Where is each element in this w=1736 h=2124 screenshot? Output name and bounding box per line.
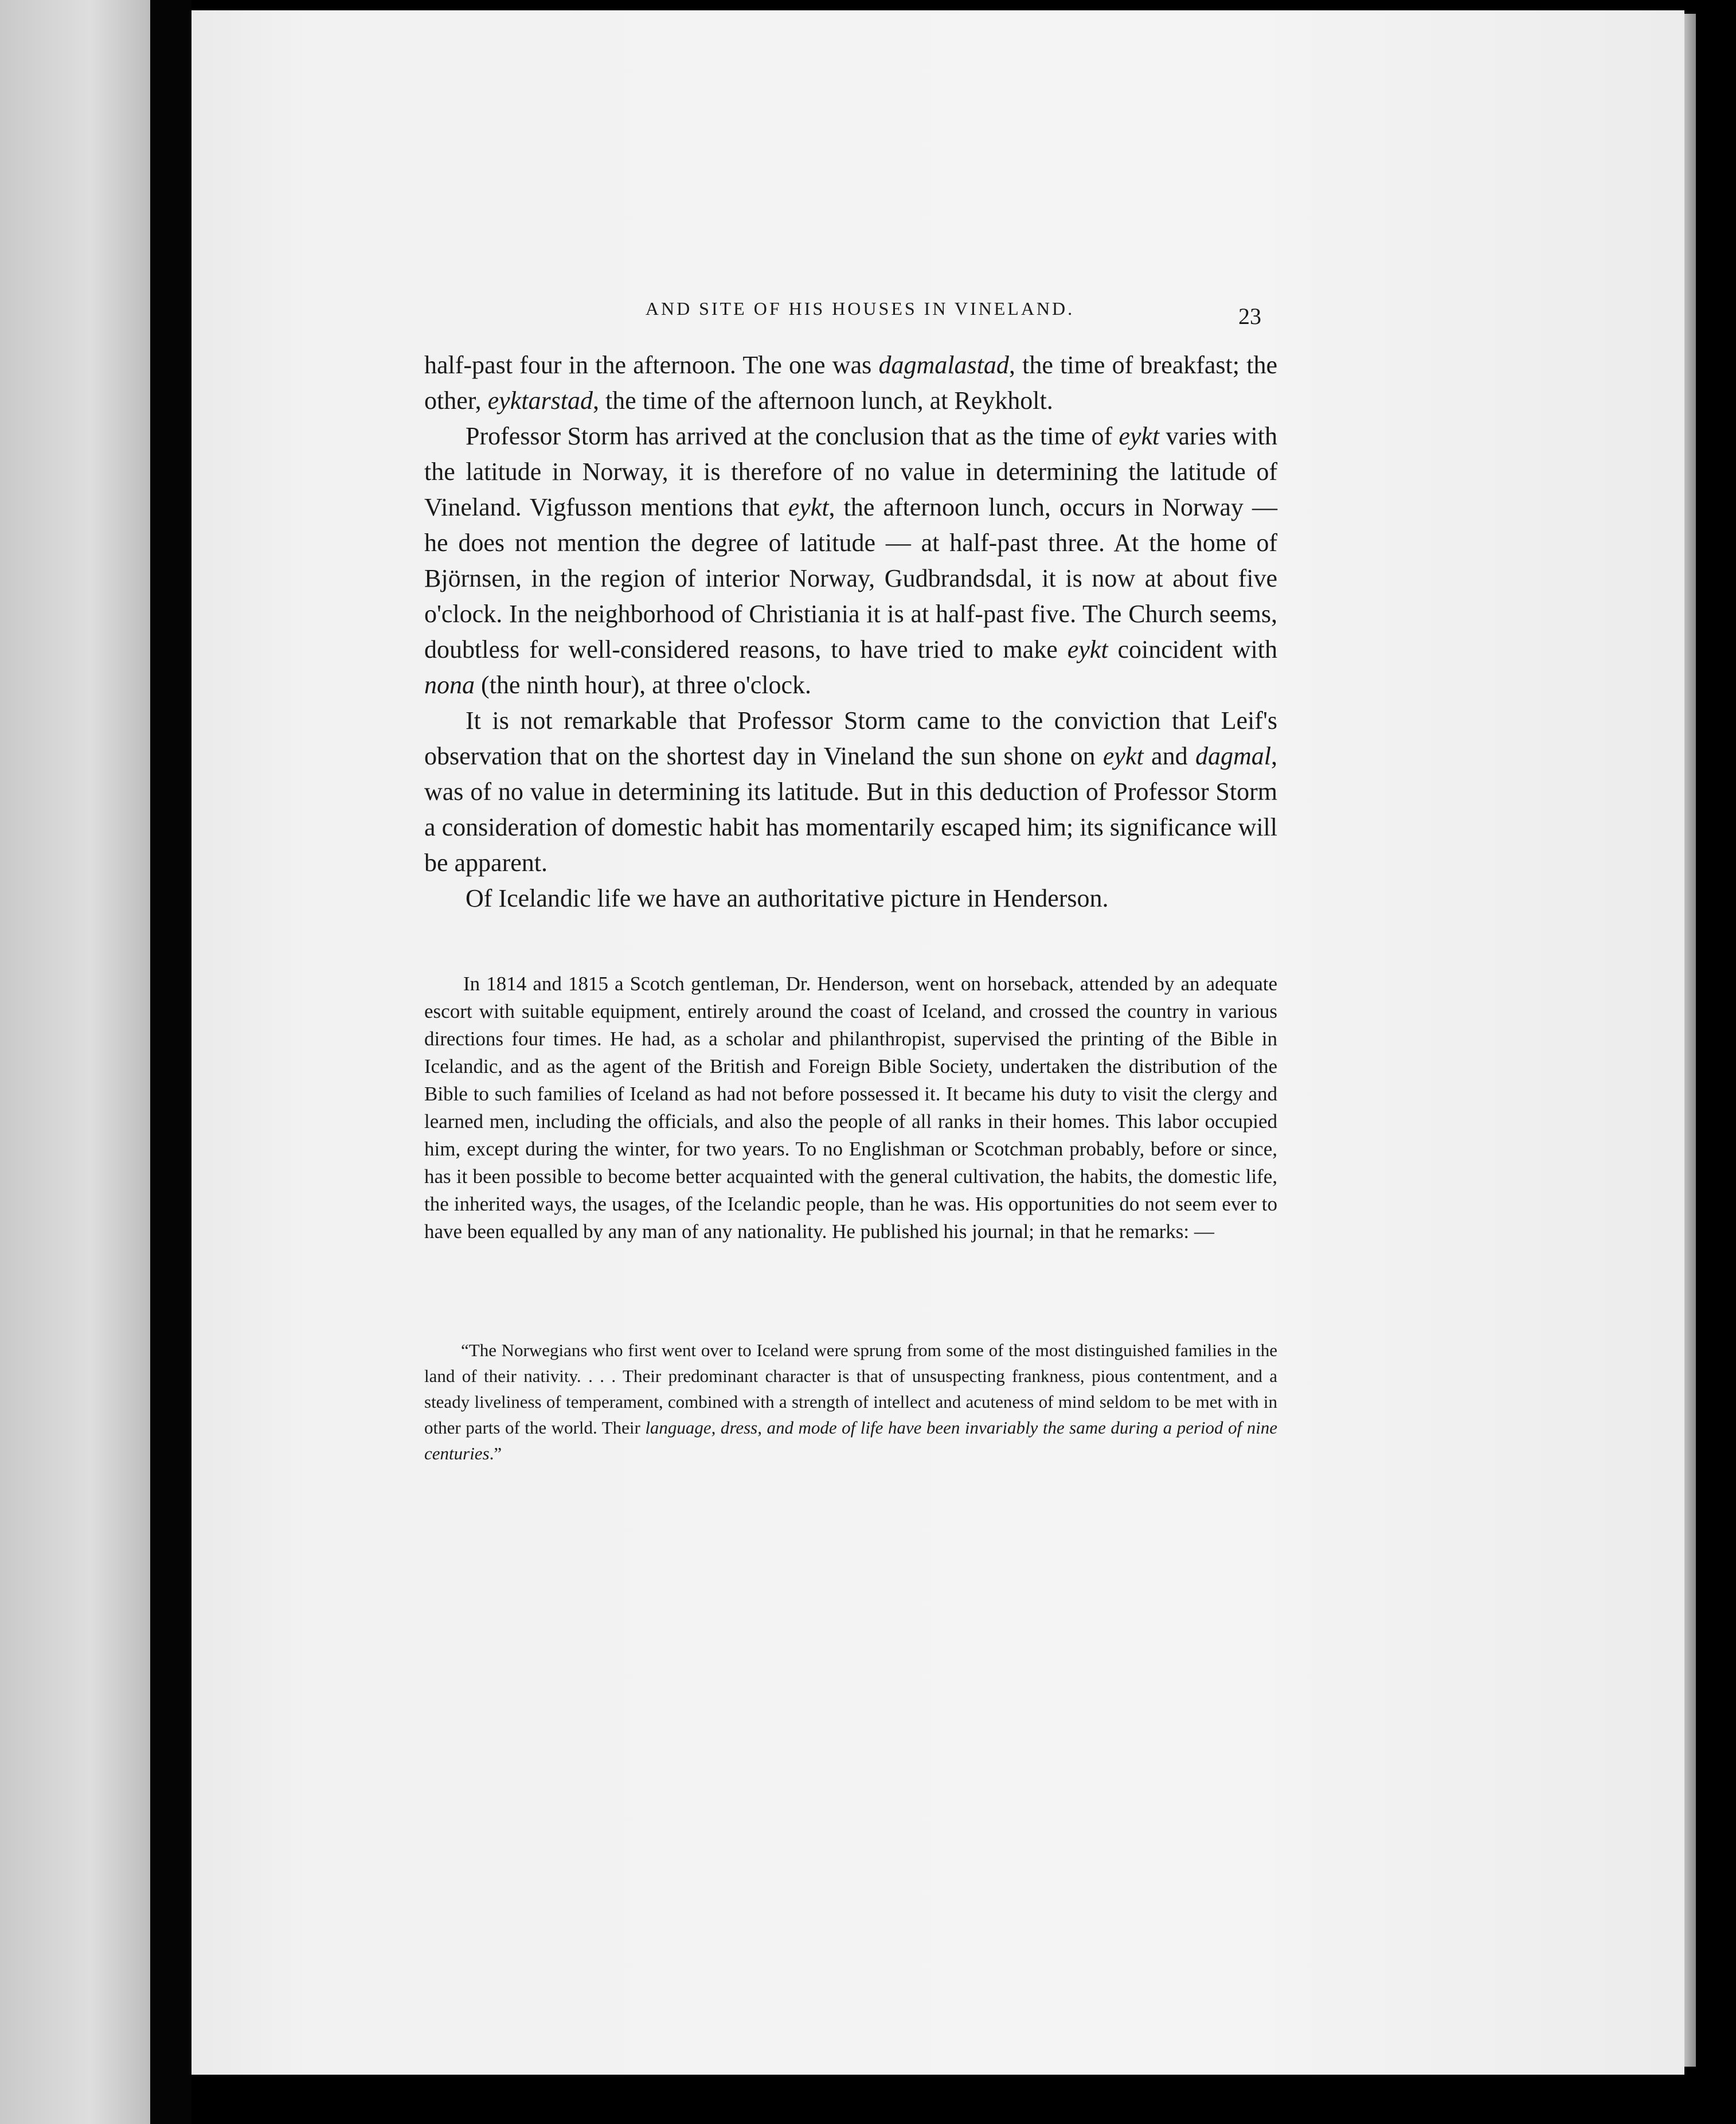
italic-term: eykt bbox=[1119, 422, 1160, 450]
italic-term: eykt bbox=[788, 493, 829, 521]
text-run: Of Icelandic life we have an authoritative picture in Henderson. bbox=[466, 884, 1109, 912]
text-run: half-past four in the afternoon. The one was bbox=[424, 351, 879, 379]
text-run: coincident with bbox=[1108, 635, 1277, 663]
italic-term: eykt bbox=[1067, 635, 1108, 663]
italic-term: dagmalastad bbox=[878, 351, 1009, 379]
book-gutter bbox=[150, 0, 191, 2124]
henderson-note bbox=[424, 970, 1277, 1245]
quote-paragraph bbox=[424, 1337, 1277, 1466]
text-run: .” bbox=[489, 1443, 502, 1463]
scan-speck bbox=[314, 721, 334, 755]
text-run: , was of no value in determining its latitude. But in this deduction of Professor Storm a consideration of domestic habit has momentarily escaped him; its significance will be apparent. bbox=[424, 742, 1277, 877]
henderson-quote bbox=[424, 1337, 1277, 1466]
italic-term: dagmal bbox=[1195, 742, 1271, 770]
italic-term: nona bbox=[424, 671, 475, 699]
text-run: , the time of the afternoon lunch, at Reykholt. bbox=[592, 386, 1053, 415]
page-number: 23 bbox=[1238, 303, 1261, 329]
text-run: “The Norwegians who first went over to Iceland were sprung from some of the most distinguished families in the land of their nativity. . . . Their predominant character is that of unsuspecting frankness, pious contentment, and a steady liveliness of temperament, combined with a strength of intellect and acuteness of mind seldom to be met with in other parts of the world. Their bbox=[424, 1340, 1277, 1438]
text-run: (the ninth hour), at three o'clock. bbox=[475, 671, 812, 699]
text-run: In 1814 and 1815 a Scotch gentleman, Dr. Henderson, went on horseback, attended by an adequate escort with suitable equipment, entirely around the coast of Iceland, and crossed the country in various directions four times. He had, as a scholar and philanthropist, supervised the printing of the Bible in Icelandic, and as the agent of the British and Foreign Bible Society, undertaken the distribution of the Bible to such families of Iceland as had not before possessed it. It became his duty to visit the clergy and learned men, including the officials, and also the people of all ranks in their homes. This labor occupied him, except during the winter, for two years. To no Englishman or Scotchman probably, before or since, has it been possible to become better acquainted with the general cultivation, the habits, the domestic life, the inherited ways, the usages, of the Icelandic people, than he was. His opportunities do not seem ever to have been equalled by any man of any nationality. He published his journal; in that he remarks: — bbox=[424, 973, 1277, 1243]
text-run: , the time of breakfast; the other, bbox=[424, 351, 1278, 415]
running-header: AND SITE OF HIS HOUSES IN VINELAND. bbox=[645, 298, 1075, 319]
paragraph bbox=[424, 881, 1277, 916]
paragraph bbox=[424, 348, 1277, 419]
text-run: varies with the latitude in Norway, it is therefore of no value in determining the latitude of Vineland. Vigfusson mentions that bbox=[424, 422, 1277, 521]
italic-term: eyktarstad bbox=[487, 386, 593, 415]
text-run: , the afternoon lunch, occurs in Norway — he does not mention the degree of latitude — at half-past three. At the home of Björnsen, in the region of interior Norway, Gudbrandsdal, it is now at about five o'clock. In the neighborhood of Christiania it is at half-past five. The Church seems, doubtless for well-considered reasons, to have tried to make bbox=[424, 493, 1278, 663]
note-paragraph bbox=[424, 970, 1277, 1245]
text-run: It is not remarkable that Professor Storm came to the conviction that Leif's observation that on the shortest day in Vineland the sun shone on bbox=[424, 706, 1277, 770]
previous-page-edge bbox=[0, 0, 150, 2124]
main-text bbox=[424, 348, 1277, 916]
italic-term: eykt bbox=[1102, 742, 1144, 770]
paragraph bbox=[424, 703, 1277, 881]
page-edge-shadow bbox=[1684, 14, 1696, 2067]
paragraph bbox=[424, 419, 1277, 703]
text-run: Professor Storm has arrived at the conclusion that as the time of bbox=[466, 422, 1119, 450]
italic-term: language, dress, and mode of life have been invariably the same during a period of nine centuries bbox=[424, 1418, 1278, 1463]
text-run: and bbox=[1143, 742, 1195, 770]
